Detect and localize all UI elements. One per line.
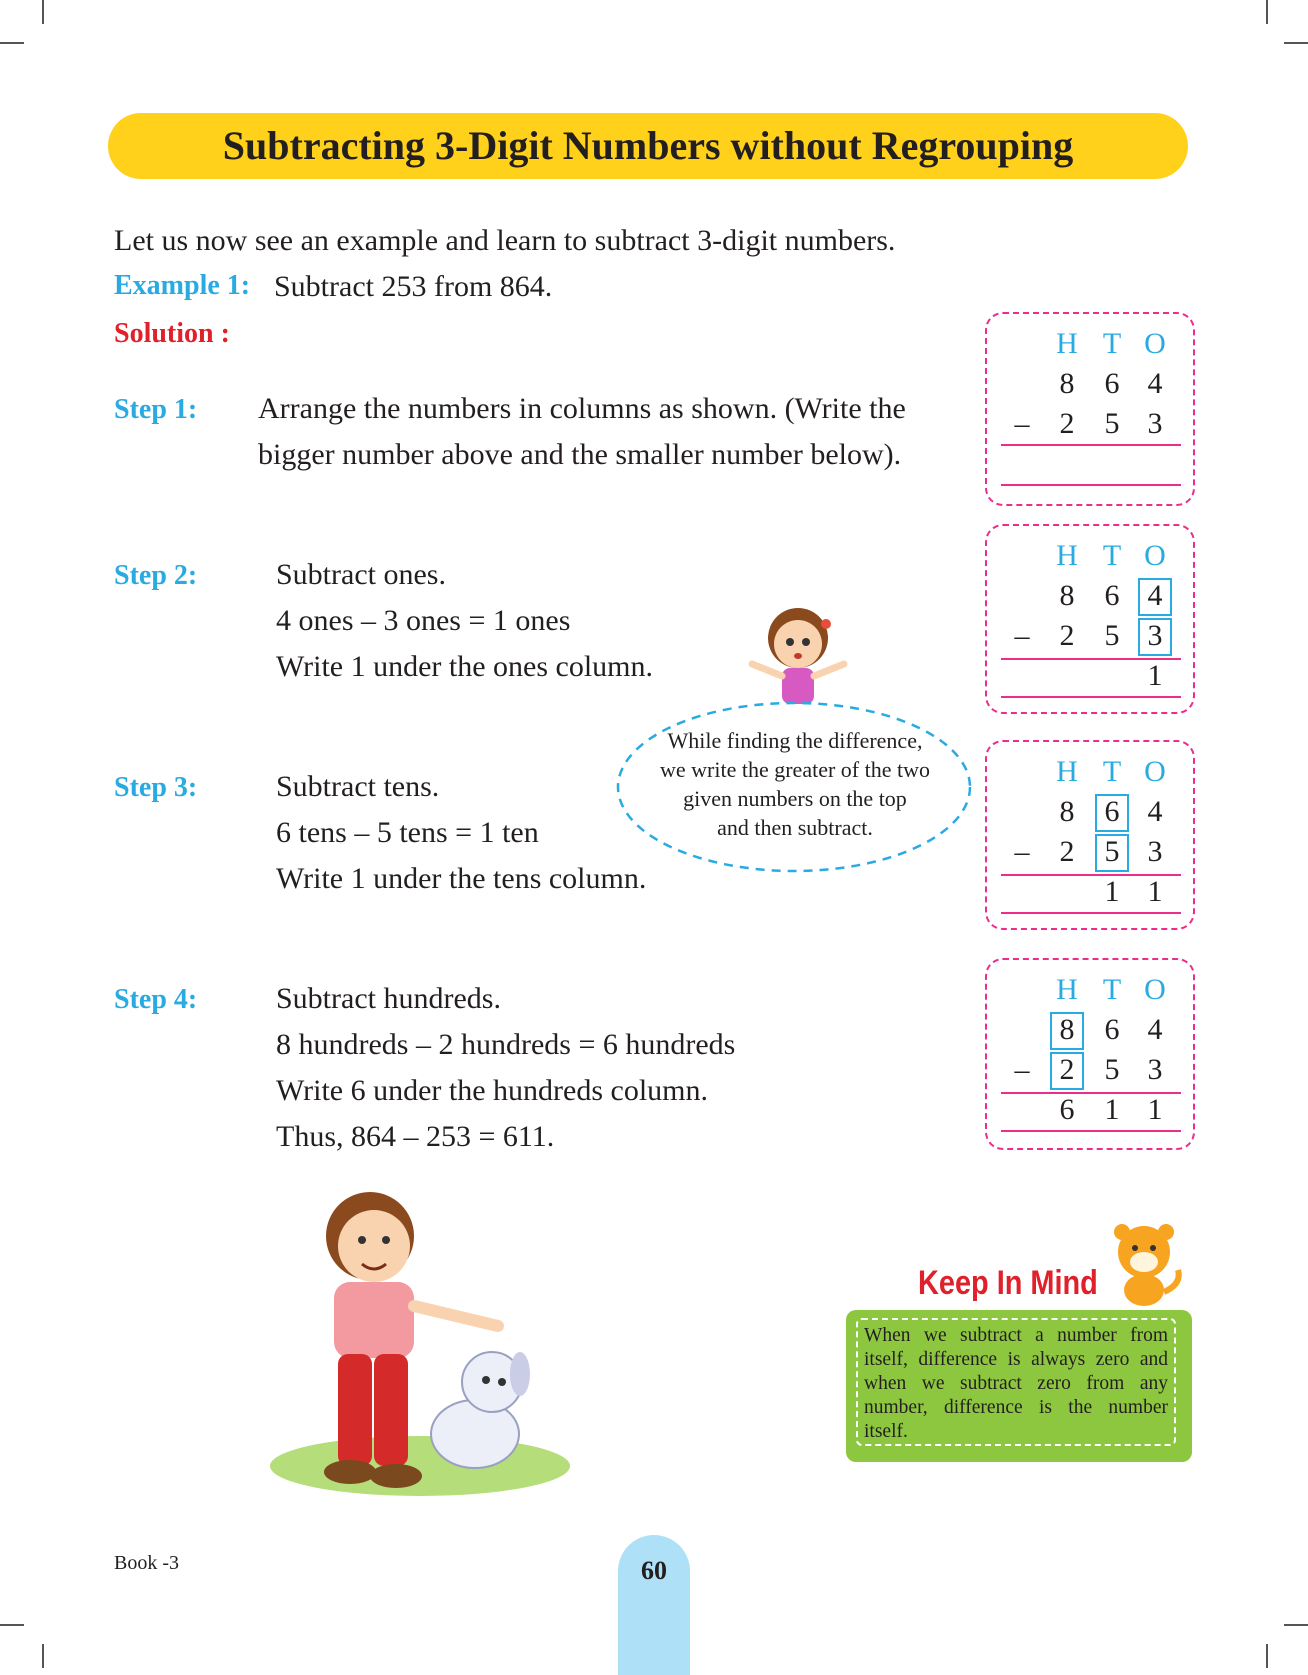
step-4-line: Subtract hundreds.: [276, 982, 501, 1015]
step-3-line: Subtract tens.: [276, 770, 440, 803]
result-digit: 1: [1104, 1093, 1120, 1126]
hundreds-header: H: [1056, 755, 1078, 788]
keep-in-mind-text: When we subtract a number from itself, difference is always zero and when we subtract zero from any number, difference is the number itself.: [856, 1318, 1176, 1446]
step-1-line: Arrange the numbers in columns as shown. (Write the: [258, 392, 906, 425]
step-3-label: Step 3:: [114, 772, 198, 803]
ones-header: O: [1144, 539, 1166, 572]
step-1-line: bigger number above and the smaller number below).: [258, 438, 902, 471]
bottom-digit: 2: [1059, 1053, 1075, 1086]
top-digit: 8: [1059, 367, 1075, 400]
bottom-digit: 3: [1147, 1053, 1163, 1086]
crop-mark: [1284, 1624, 1308, 1626]
bottom-digit: 3: [1147, 407, 1163, 440]
title-banner: [108, 113, 1188, 179]
page-number: 60: [641, 1556, 667, 1585]
top-digit: 6: [1104, 795, 1120, 828]
hundreds-header: H: [1056, 539, 1078, 572]
step-4-line: Write 6 under the hundreds column.: [276, 1074, 709, 1107]
crop-mark: [0, 1624, 24, 1626]
bottom-digit: 5: [1104, 835, 1120, 868]
result-digit: 1: [1147, 875, 1163, 908]
crop-mark: [42, 1644, 44, 1668]
top-digit: 6: [1104, 367, 1120, 400]
hto-box-step-4: [985, 958, 1195, 1150]
result-digit: 1: [1147, 659, 1163, 692]
ones-header: O: [1144, 327, 1166, 360]
bubble-line: and then subtract.: [717, 815, 873, 840]
crop-mark: [1266, 1644, 1268, 1668]
example-text: Subtract 253 from 864.: [274, 270, 553, 303]
tens-header: T: [1102, 539, 1122, 572]
answer-rule: [1001, 444, 1181, 446]
book-label: Book -3: [114, 1552, 179, 1574]
result-digit: 1: [1147, 1093, 1163, 1126]
step-1-label: Step 1:: [114, 394, 198, 425]
bottom-digit: 2: [1059, 407, 1075, 440]
step-3-line: Write 1 under the tens column.: [276, 862, 647, 895]
step-2-line: 4 ones – 3 ones = 1 ones: [276, 604, 571, 637]
bottom-digit: 5: [1104, 619, 1120, 652]
result-digit: 6: [1059, 1093, 1075, 1126]
tens-header: T: [1102, 973, 1122, 1006]
ones-header: O: [1144, 973, 1166, 1006]
example-label: Example 1:: [114, 270, 251, 301]
top-digit: 4: [1147, 1013, 1163, 1046]
top-digit: 8: [1059, 795, 1075, 828]
top-digit: 4: [1147, 579, 1163, 612]
result-digit: 1: [1104, 875, 1120, 908]
hundreds-header: H: [1056, 327, 1078, 360]
top-digit: 8: [1059, 1013, 1075, 1046]
top-digit: 8: [1059, 579, 1075, 612]
solution-label: Solution :: [114, 318, 230, 349]
step-4-label: Step 4:: [114, 984, 198, 1015]
answer-rule: [1001, 1130, 1181, 1132]
answer-rule: [1001, 484, 1181, 486]
top-digit: 4: [1147, 367, 1163, 400]
minus-sign: –: [1014, 619, 1030, 652]
bubble-line: given numbers on the top: [683, 786, 907, 811]
tens-header: T: [1102, 327, 1122, 360]
hundreds-header: H: [1056, 973, 1078, 1006]
hto-box-step-2: [985, 524, 1195, 714]
bubble-line: we write the greater of the two: [660, 757, 930, 782]
tiger-icon: [1104, 1222, 1186, 1310]
step-4-line: 8 hundreds – 2 hundreds = 6 hundreds: [276, 1028, 736, 1061]
crop-mark: [1266, 0, 1268, 24]
bottom-digit: 5: [1104, 1053, 1120, 1086]
minus-sign: –: [1014, 407, 1030, 440]
answer-rule: [1001, 912, 1181, 914]
keep-in-mind-title: Keep In Mind: [918, 1264, 1098, 1302]
top-digit: 4: [1147, 795, 1163, 828]
bottom-digit: 2: [1059, 835, 1075, 868]
answer-rule: [1001, 696, 1181, 698]
hto-box-step-1: [985, 312, 1195, 506]
crop-mark: [42, 0, 44, 24]
step-2-label: Step 2:: [114, 560, 198, 591]
intro-text: Let us now see an example and learn to subtract 3-digit numbers.: [114, 224, 896, 257]
top-digit: 6: [1104, 1013, 1120, 1046]
ones-header: O: [1144, 755, 1166, 788]
page-title: Subtracting 3-Digit Numbers without Regrouping: [222, 123, 1074, 168]
bubble-line: While finding the difference,: [667, 728, 923, 753]
bottom-digit: 5: [1104, 407, 1120, 440]
top-digit: 6: [1104, 579, 1120, 612]
boy-dog-illustration: [270, 1186, 590, 1502]
bottom-digit: 3: [1147, 619, 1163, 652]
crop-mark: [1284, 42, 1308, 44]
minus-sign: –: [1014, 835, 1030, 868]
bottom-digit: 2: [1059, 619, 1075, 652]
step-2-line: Write 1 under the ones column.: [276, 650, 654, 683]
bottom-digit: 3: [1147, 835, 1163, 868]
bubble-text: [630, 726, 960, 842]
tens-header: T: [1102, 755, 1122, 788]
minus-sign: –: [1014, 1053, 1030, 1086]
step-3-line: 6 tens – 5 tens = 1 ten: [276, 816, 539, 849]
hto-box-step-3: [985, 740, 1195, 930]
keep-in-mind-box: [846, 1310, 1192, 1462]
step-4-line: Thus, 864 – 253 = 611.: [276, 1120, 555, 1153]
step-2-line: Subtract ones.: [276, 558, 446, 591]
crop-mark: [0, 42, 24, 44]
